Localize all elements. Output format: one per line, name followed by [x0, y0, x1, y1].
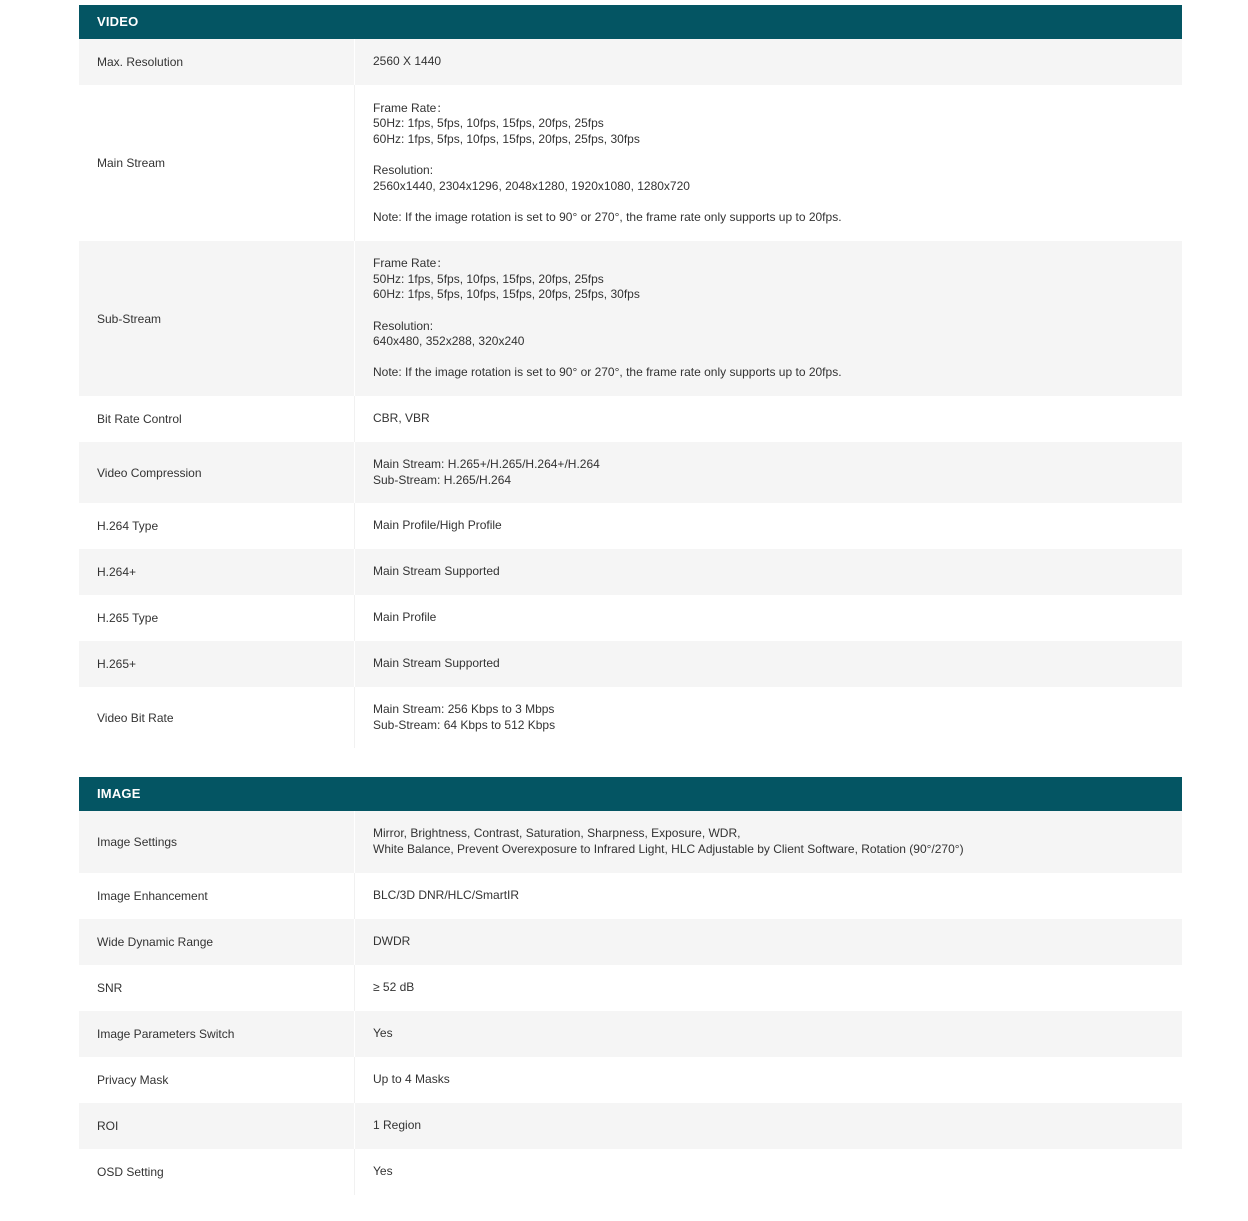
- spec-value: Main Profile: [373, 610, 437, 625]
- spec-label: Image Parameters Switch: [79, 1011, 355, 1057]
- spec-row: [79, 442, 1182, 503]
- spec-label: H.264 Type: [79, 503, 355, 549]
- spec-label: Video Compression: [79, 442, 355, 503]
- spec-value: Mirror, Brightness, Contrast, Saturation, Sharpness, Exposure, WDR, White Balance, Prevent Overexposure to Infrared Light, HLC Adjustable by Client Software, Rotation (90°/270°): [373, 826, 964, 856]
- spec-label: Image Enhancement: [79, 873, 355, 919]
- spec-label: Sub-Stream: [79, 241, 355, 396]
- spec-value: Yes: [373, 1164, 393, 1179]
- spec-row: [79, 641, 1182, 687]
- spec-value: Main Stream Supported: [373, 564, 500, 579]
- spec-value: Main Profile/High Profile: [373, 518, 502, 533]
- spec-value: Main Stream: 256 Kbps to 3 Mbps Sub-Stream: 64 Kbps to 512 Kbps: [373, 701, 556, 732]
- spec-row: [79, 919, 1182, 965]
- spec-value: CBR, VBR: [373, 411, 430, 426]
- image-spec-section: [79, 777, 1182, 1195]
- video-spec-rows: [79, 39, 1182, 748]
- spec-row: [79, 1103, 1182, 1149]
- section-header-video: VIDEO: [79, 5, 1182, 39]
- video-spec-section: [79, 5, 1182, 748]
- spec-row: [79, 549, 1182, 595]
- spec-value: 1 Region: [373, 1118, 422, 1133]
- spec-value: Frame Rate： 50Hz: 1fps, 5fps, 10fps, 15fps, 20fps, 25fps 60Hz: 1fps, 5fps, 10fps, 15fps, 20fps, 25fps, 30fps Resolution: 640x480, 352x288, 320x240 Note: If the image rotation is set to 90° or 270°, the frame rate only supports up to 20fps.: [373, 256, 842, 380]
- spec-row: [79, 39, 1182, 85]
- spec-value: DWDR: [373, 934, 411, 949]
- spec-label: Main Stream: [79, 85, 355, 241]
- spec-value: Main Stream: H.265+/H.265/H.264+/H.264 Sub-Stream: H.265/H.264: [373, 456, 600, 487]
- spec-row: [79, 241, 1182, 396]
- spec-value: ≥ 52 dB: [373, 980, 415, 995]
- spec-label: ROI: [79, 1103, 355, 1149]
- spec-row: [79, 873, 1182, 919]
- section-header-image: IMAGE: [79, 777, 1182, 811]
- spec-label: Max. Resolution: [79, 39, 355, 85]
- spec-row: [79, 965, 1182, 1011]
- spec-value: Frame Rate： 50Hz: 1fps, 5fps, 10fps, 15fps, 20fps, 25fps 60Hz: 1fps, 5fps, 10fps, 15fps, 20fps, 25fps, 30fps Resolution: 2560x1440, 2304x1296, 2048x1280, 1920x1080, 1280x720 Note: If the image rotation is set to 90° or 270°, the frame rate only supports up to 20fps.: [373, 100, 842, 224]
- spec-row: [79, 1057, 1182, 1103]
- spec-label: Wide Dynamic Range: [79, 919, 355, 965]
- spec-value: Up to 4 Masks: [373, 1072, 450, 1087]
- spec-row: [79, 811, 1182, 873]
- image-spec-rows: [79, 811, 1182, 1195]
- spec-row: [79, 396, 1182, 442]
- spec-row: [79, 1011, 1182, 1057]
- spec-value: Yes: [373, 1026, 393, 1041]
- spec-value: BLC/3D DNR/HLC/SmartIR: [373, 888, 520, 903]
- spec-value: 2560 X 1440: [373, 54, 442, 69]
- spec-row: [79, 1149, 1182, 1195]
- spec-row: [79, 85, 1182, 241]
- spec-label: SNR: [79, 965, 355, 1011]
- spec-label: H.264+: [79, 549, 355, 595]
- spec-label: Video Bit Rate: [79, 687, 355, 748]
- spec-label: H.265 Type: [79, 595, 355, 641]
- spec-label: OSD Setting: [79, 1149, 355, 1195]
- spec-row: [79, 595, 1182, 641]
- spec-label: Privacy Mask: [79, 1057, 355, 1103]
- spec-row: [79, 503, 1182, 549]
- spec-label: Image Settings: [79, 811, 355, 873]
- spec-value: Main Stream Supported: [373, 656, 500, 671]
- spec-row: [79, 687, 1182, 748]
- spec-label: H.265+: [79, 641, 355, 687]
- spec-label: Bit Rate Control: [79, 396, 355, 442]
